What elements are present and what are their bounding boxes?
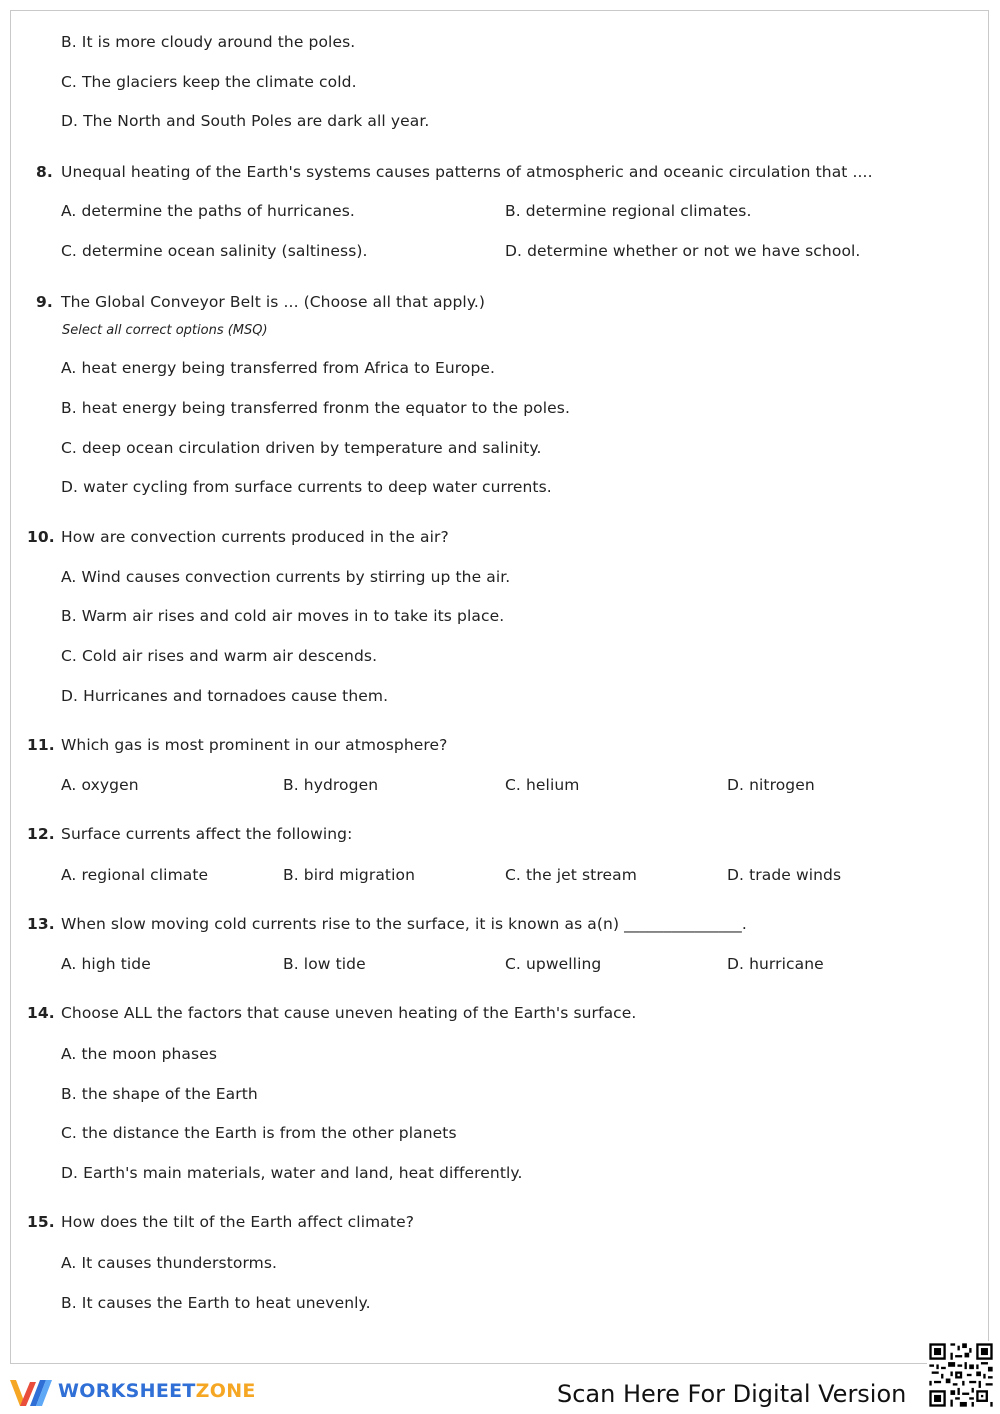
qr-code-icon[interactable] [927,1341,995,1409]
q13-option-a: A. high tide [61,955,151,973]
q10-option-b: B. Warm air rises and cold air moves in to take its place. [61,607,505,625]
q13-option-b: B. low tide [283,955,366,973]
q15-text: How does the tilt of the Earth affect climate? [61,1213,415,1231]
q8-option-d: D. determine whether or not we have school. [505,242,861,260]
q10-option-c: C. Cold air rises and warm air descends. [61,647,378,665]
q12-text: Surface currents affect the following: [61,825,353,843]
q13-option-c: C. upwelling [505,955,602,973]
q10-option-d: D. Hurricanes and tornadoes cause them. [61,687,389,705]
q12-option-a: A. regional climate [61,866,209,884]
q14-option-a: A. the moon phases [61,1045,218,1063]
q14-text: Choose ALL the factors that cause uneven heating of the Earth's surface. [61,1004,637,1022]
q15-option-b: B. It causes the Earth to heat unevenly. [61,1294,371,1312]
worksheetzone-logo-icon [8,1374,54,1410]
q14-option-d: D. Earth's main materials, water and land, heat differently. [61,1164,523,1182]
q9-text: The Global Conveyor Belt is ... (Choose all that apply.) [61,293,486,311]
q11-option-c: C. helium [505,776,580,794]
logo-word-worksheet: WORKSHEET [58,1380,196,1402]
worksheetzone-logo-text [58,1380,256,1402]
q14-option-c: C. the distance the Earth is from the other planets [61,1124,457,1142]
q12-option-b: B. bird migration [283,866,416,884]
q7-option-b: B. It is more cloudy around the poles. [61,33,356,51]
q11-option-b: B. hydrogen [283,776,379,794]
q10-text: How are convection currents produced in the air? [61,528,449,546]
q11-option-d: D. nitrogen [727,776,815,794]
q9-option-a: A. heat energy being transferred from Africa to Europe. [61,359,496,377]
q14-option-b: B. the shape of the Earth [61,1085,258,1103]
q10-number: 10. [27,528,55,546]
q13-option-d: D. hurricane [727,955,824,973]
q9-option-c: C. deep ocean circulation driven by temperature and salinity. [61,439,542,457]
q12-option-c: C. the jet stream [505,866,637,884]
q13-number: 13. [27,915,55,933]
q14-number: 14. [27,1004,55,1022]
q7-option-d: D. The North and South Poles are dark all year. [61,112,430,130]
q9-option-d: D. water cycling from surface currents to deep water currents. [61,478,552,496]
q9-msq-note: Select all correct options (MSQ) [62,323,268,338]
q11-text: Which gas is most prominent in our atmosphere? [61,736,448,754]
q13-text: When slow moving cold currents rise to the surface, it is known as a(n) _______________. [61,915,747,933]
q10-option-a: A. Wind causes convection currents by stirring up the air. [61,568,511,586]
q12-number: 12. [27,825,55,843]
q8-option-a: A. determine the paths of hurricanes. [61,202,355,220]
q15-number: 15. [27,1213,55,1231]
q8-option-c: C. determine ocean salinity (saltiness). [61,242,368,260]
q9-option-b: B. heat energy being transferred fronm the equator to the poles. [61,399,570,417]
q7-option-c: C. The glaciers keep the climate cold. [61,73,357,91]
scan-digital-version-text: Scan Here For Digital Version [557,1380,907,1408]
q15-option-a: A. It causes thunderstorms. [61,1254,278,1272]
q11-option-a: A. oxygen [61,776,139,794]
logo-word-zone: ZONE [195,1380,256,1402]
q9-number: 9. [36,293,53,311]
q8-option-b: B. determine regional climates. [505,202,752,220]
q11-number: 11. [27,736,55,754]
q8-number: 8. [36,163,53,181]
q12-option-d: D. trade winds [727,866,842,884]
q8-text: Unequal heating of the Earth's systems causes patterns of atmospheric and oceanic circulation that .... [61,163,873,181]
